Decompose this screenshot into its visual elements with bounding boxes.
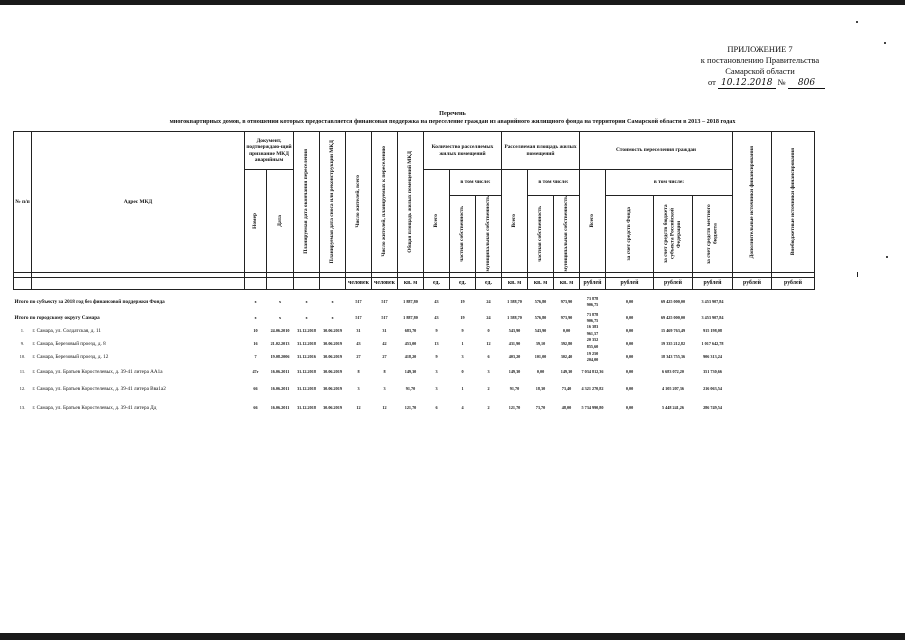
cell-demol: 30.06.2019	[323, 340, 342, 346]
cell-area: 149,30	[404, 368, 417, 374]
cell-add	[733, 324, 772, 337]
cell-ar-p: 0,00	[536, 368, 545, 374]
cell-cost: 20 352 855,60	[586, 337, 599, 349]
unit-cell: кв. м	[528, 277, 554, 289]
cell-fund: 0,00	[625, 298, 634, 304]
cell-demol: 30.06.2019	[323, 327, 342, 333]
unit-cell: человек	[372, 277, 398, 289]
cell-ar-p: 101,00	[534, 354, 547, 360]
cell-loc: 351 730,66	[703, 368, 722, 374]
cell-cnt-m: 24	[486, 298, 491, 304]
table-row	[14, 379, 858, 398]
cell-num: 13.	[19, 404, 26, 410]
cell-cost: 7 034 812,36	[581, 368, 604, 374]
cell-doc-date: х	[278, 314, 282, 320]
header-residents-planned: Число жителей, планируемых к переселению	[381, 146, 388, 258]
cell-area: 1 887,80	[403, 298, 418, 304]
cell-ar: 121,70	[508, 404, 521, 410]
cell-cost: 16 383 961,57	[586, 324, 599, 336]
cell-cnt-m: 6	[487, 354, 490, 360]
header-local: за счет средств местного бюджета	[706, 203, 719, 264]
cell-area: 121,70	[404, 404, 417, 410]
cell-fund: 0,00	[625, 404, 634, 410]
cell-demol: 30.06.2019	[323, 385, 342, 391]
header-regional: за счет средств бюджета субъекта Российской Федерации	[663, 204, 683, 264]
cell-res-pl: 42	[382, 340, 387, 346]
cell-ar: 543,90	[508, 327, 521, 333]
header-count-total: Всего	[433, 214, 440, 228]
handwritten-date: 10.12.2018	[718, 78, 776, 89]
unit-cell: рублей	[654, 277, 693, 289]
cell-ar-m: 73,40	[561, 385, 572, 391]
cell-off	[772, 337, 815, 350]
cell-cnt-m: 24	[486, 314, 491, 320]
unit-cell: рублей	[772, 277, 815, 289]
cell-reloc: х	[305, 298, 308, 304]
cell-cnt: 6	[435, 404, 438, 410]
unit-cell: человек	[346, 277, 372, 289]
header-count-municipal: муниципальная собственность	[485, 196, 492, 272]
cell-cnt: 13	[434, 340, 439, 346]
cell-res: 3	[357, 385, 360, 391]
cell-demol: х	[331, 314, 334, 320]
unit-cell: рублей	[606, 277, 654, 289]
cell-ar-p: 576,80	[534, 298, 547, 304]
cell-cnt: 43	[434, 298, 439, 304]
cell-area: 453,00	[404, 340, 417, 346]
cell-reloc: 31.12.2018	[297, 385, 316, 391]
table-row	[14, 312, 858, 325]
cell-cost: 5 734 990,80	[581, 404, 604, 410]
cell-off	[772, 398, 815, 417]
unit-cell: ед.	[424, 277, 450, 289]
cell-address: г. Самара, Березовый проезд, д. 8	[32, 340, 106, 347]
date-prefix: от	[708, 77, 716, 87]
cell-address: г. Самара, ул. Братьев Коростелевых, д. 39-41 литера Вва1а2	[32, 385, 166, 392]
cell-cnt-p: 1	[461, 385, 464, 391]
cell-doc-no: 16	[253, 340, 258, 346]
header-additional-sources: Дополнительные источники финансирования	[748, 145, 755, 258]
cell-off	[772, 350, 815, 364]
appendix-date-line	[640, 77, 880, 89]
cell-ar-m: 0,00	[562, 327, 571, 333]
header-fund: за счет средств Фонда	[626, 207, 633, 261]
cell-area: 683,70	[404, 327, 417, 333]
cell-address: Итого по субъекту за 2018 год без финансовой поддержки Фонда	[14, 298, 165, 305]
unit-cell: рублей	[693, 277, 733, 289]
unit-cell: кв. м	[502, 277, 528, 289]
cell-spacer	[815, 364, 858, 379]
cell-loc: 216 063,54	[703, 385, 722, 391]
cell-ar-m: 302,40	[560, 354, 573, 360]
header-planned-relocation: Планируемая дата окончания переселения	[303, 149, 310, 255]
cell-res-pl: 12	[382, 404, 387, 410]
cell-off	[772, 379, 815, 398]
cell-spacer	[815, 293, 858, 312]
cell-reg: 6 683 072,20	[662, 368, 684, 374]
unit-cell: кв. м	[554, 277, 580, 289]
cell-cnt-p: 19	[460, 298, 465, 304]
cell-fund: 0,00	[625, 368, 634, 374]
cell-ar: 1 588,70	[507, 314, 522, 320]
cell-reg: 5 448 241,26	[662, 404, 684, 410]
appendix-title: ПРИЛОЖЕНИЕ 7	[727, 44, 793, 54]
list-subtitle: многоквартирных домов, в отношении которых предоставляется финансовая поддержка на переселение граждан из аварийного жилищного фонда на территории Самарской области в 2013 – 2018 годах	[169, 118, 736, 125]
cell-spacer	[815, 350, 858, 364]
cell-ar-m: 392,80	[560, 340, 573, 346]
cell-add	[733, 350, 772, 364]
cell-off	[772, 312, 815, 325]
header-area-private: частная собственность	[537, 205, 544, 262]
cell-reg: 69 425 000,00	[660, 298, 686, 304]
header-area-total: Всего	[511, 214, 518, 228]
cell-reloc: 31.12.2016	[297, 354, 316, 360]
cell-reg: 15 469 763,49	[660, 327, 686, 333]
appendix-line2: Самарской области	[725, 66, 795, 76]
cell-loc: 1 017 642,78	[701, 340, 724, 346]
cell-loc: 915 198,08	[703, 327, 722, 333]
cell-cost: 73 878 906,75	[586, 295, 599, 308]
cell-ar-m: 973,90	[560, 314, 573, 320]
header-area-including: в том числе:	[528, 170, 580, 196]
cell-area: 418,20	[404, 354, 417, 360]
cell-fund: 0,00	[625, 327, 634, 333]
cell-doc-no: 47г	[252, 368, 259, 374]
cell-ar-p: 39,10	[535, 340, 546, 346]
table-row	[14, 293, 858, 312]
cell-ar-m: 973,90	[560, 298, 573, 304]
unit-cell: ед.	[476, 277, 502, 289]
cell-num: 11.	[19, 368, 26, 374]
header-address: Адрес МКД	[32, 132, 245, 273]
header-area-municipal: муниципальная собственность	[563, 196, 570, 272]
cell-res-pl: 517	[381, 314, 388, 320]
cell-cost: 73 878 906,75	[586, 311, 599, 323]
header-doc-date: Дата	[276, 214, 283, 227]
header-area-group: Расселяемая площадь жилых помещений	[502, 132, 580, 170]
cell-ar-m: 149,30	[560, 368, 573, 374]
cell-reg: 18 343 755,36	[660, 354, 686, 360]
cell-reg: 19 335 212,82	[660, 340, 686, 346]
cell-cnt: 9	[435, 354, 438, 360]
header-document: Документ, подтверждаю-щий признание МКД аварийным	[245, 132, 294, 170]
number-prefix: №	[777, 77, 786, 87]
scan-speck	[884, 42, 886, 44]
cell-res-pl: 3	[383, 385, 386, 391]
cell-doc-date: 16.06.2011	[270, 368, 290, 374]
unit-cell: рублей	[733, 277, 772, 289]
cell-doc-no: 66	[253, 385, 258, 391]
cell-res: 27	[356, 354, 361, 360]
cell-cnt-p: 0	[461, 368, 464, 374]
cell-ar: 431,90	[508, 340, 521, 346]
cell-num: 1.	[20, 327, 25, 333]
table-row	[14, 337, 858, 350]
cell-cnt-p: 4	[461, 404, 464, 410]
cell-num: 12.	[19, 385, 26, 391]
cell-num: 9.	[20, 340, 25, 346]
appendix-block	[640, 44, 880, 89]
cell-area: 1 887,80	[403, 314, 418, 320]
cell-doc-no: 7	[254, 354, 257, 360]
cell-ar-p: 73,70	[535, 404, 546, 410]
cell-ar-m: 48,00	[561, 404, 572, 410]
cell-res-pl: 27	[382, 354, 387, 360]
cell-add	[733, 312, 772, 325]
cell-cnt-m: 3	[487, 368, 490, 374]
cell-doc-no: 66	[253, 404, 258, 410]
cell-loc: 906 313,24	[703, 354, 722, 360]
cell-reloc: 31.12.2018	[297, 368, 316, 374]
cell-spacer	[815, 312, 858, 325]
cell-res-pl: 517	[381, 298, 388, 304]
cell-cnt-m: 0	[487, 327, 490, 333]
header-count-group: Количество расселяемых жилых помещений	[424, 132, 502, 170]
cell-demol: х	[331, 298, 334, 304]
scan-speck	[856, 21, 858, 23]
header-cost-group: Стоимость переселения граждан	[580, 132, 733, 170]
cell-address: Итого по городскому округу Самара	[14, 314, 100, 321]
cell-doc-date: 19.08.2006	[270, 354, 290, 360]
cell-cnt-m: 2	[487, 385, 490, 391]
cell-reloc: 31.12.2018	[297, 340, 316, 346]
cell-doc-no: 10	[253, 327, 258, 333]
cell-doc-date: 24.06.2010	[270, 327, 290, 333]
header-residents-total: Число жителей, всего	[355, 175, 362, 229]
list-title: Перечень	[439, 110, 466, 117]
cell-loc: 3 453 907,84	[701, 298, 724, 304]
cell-ar-p: 543,90	[534, 327, 547, 333]
housing-table	[13, 131, 858, 417]
cell-fund: 0,00	[625, 314, 634, 320]
cell-demol: 30.06.2019	[323, 368, 342, 374]
unit-cell: рублей	[580, 277, 606, 289]
cell-spacer	[815, 324, 858, 337]
cell-doc-date: х	[278, 298, 282, 304]
table-row	[14, 324, 858, 337]
cell-res: 31	[356, 327, 361, 333]
cell-ar: 149,30	[508, 368, 521, 374]
cell-add	[733, 293, 772, 312]
header-offbudget-sources: Внебюджетные источники финансирования	[789, 148, 796, 256]
cell-off	[772, 324, 815, 337]
cell-add	[733, 364, 772, 379]
cell-add	[733, 379, 772, 398]
unit-cell: кв. м	[398, 277, 424, 289]
cell-demol: 30.06.2019	[323, 354, 342, 360]
cell-address: г. Самара, Березовый проезд, д. 12	[32, 354, 109, 361]
cell-address: г. Самара, ул. Братьев Коростелевых, д. 39-41 литера АА1а	[32, 368, 163, 375]
table-row	[14, 398, 858, 417]
header-num: № п/п	[14, 132, 32, 273]
appendix-line1: к постановлению Правительства	[700, 55, 820, 65]
cell-doc-date: 16.06.2011	[270, 404, 290, 410]
header-planned-demolition: Планируемая дата сноса или реконструкции МКД	[329, 140, 336, 264]
cell-ar-p: 18,30	[535, 385, 546, 391]
table-row	[14, 364, 858, 379]
header-count-including: в том числе:	[450, 170, 502, 196]
cell-doc-no: х	[254, 298, 257, 304]
cell-doc-date: 16.06.2011	[270, 385, 290, 391]
scan-speck	[886, 256, 888, 258]
cell-add	[733, 398, 772, 417]
header-cost-including: в том числе:	[606, 170, 733, 196]
cell-res: 517	[355, 298, 362, 304]
cell-res-pl: 31	[382, 327, 387, 333]
cell-reloc: 31.12.2018	[297, 327, 316, 333]
cell-cnt-p: 3	[461, 354, 464, 360]
header-total-area: Общая площадь жилых помещений МКД	[407, 150, 414, 253]
cell-ar: 403,20	[508, 354, 521, 360]
cell-cnt: 9	[435, 327, 438, 333]
header-doc-number: Номер	[252, 212, 259, 229]
cell-fund: 0,00	[625, 340, 634, 346]
cell-reg: 69 425 000,00	[660, 314, 686, 320]
cell-loc: 286 749,54	[703, 404, 722, 410]
cell-add	[733, 337, 772, 350]
cell-cnt: 3	[435, 385, 438, 391]
cell-reloc: х	[305, 314, 308, 320]
cell-res: 8	[357, 368, 360, 374]
handwritten-number: 806	[788, 78, 825, 89]
cell-cost: 19 250 204,00	[586, 350, 599, 363]
cell-spacer	[815, 337, 858, 350]
cell-reg: 4 105 207,36	[662, 385, 684, 391]
header-count-private: частная собственность	[459, 205, 466, 262]
table-row	[14, 350, 858, 364]
bottom-scan-border	[0, 633, 905, 640]
cell-res: 517	[355, 314, 362, 320]
cell-fund: 0,00	[625, 354, 634, 360]
cell-cnt: 3	[435, 368, 438, 374]
cell-doc-date: 21.02.2013	[270, 340, 290, 346]
cell-spacer	[815, 398, 858, 417]
cell-cnt-p: 1	[461, 340, 464, 346]
cell-ar: 91,70	[509, 385, 520, 391]
table-body	[14, 293, 858, 418]
cell-demol: 30.06.2019	[323, 404, 342, 410]
cell-loc: 3 453 907,84	[701, 314, 724, 320]
cell-cost: 4 321 270,82	[581, 385, 604, 391]
cell-cnt-p: 9	[461, 327, 464, 333]
cell-spacer	[815, 379, 858, 398]
cell-area: 91,70	[405, 385, 416, 391]
cell-fund: 0,00	[625, 385, 634, 391]
cell-res-pl: 8	[383, 368, 386, 374]
cell-address: г. Самара, ул. Солдатская, д. 11	[32, 327, 101, 334]
cell-doc-no: х	[254, 314, 257, 320]
cell-reloc: 31.12.2018	[297, 404, 316, 410]
cell-address: г. Самара, ул. Братьев Коростелевых, д. 39-41 литера Дд	[32, 404, 157, 411]
cell-res: 12	[356, 404, 361, 410]
cell-ar: 1 588,70	[507, 298, 522, 304]
cell-ar-p: 576,80	[534, 314, 547, 320]
cell-cnt-m: 12	[486, 340, 491, 346]
cell-off	[772, 293, 815, 312]
cell-num: 10.	[19, 354, 26, 360]
top-scan-border	[0, 0, 905, 5]
cell-cnt-m: 2	[487, 404, 490, 410]
unit-cell: ед.	[450, 277, 476, 289]
cell-cnt-p: 19	[460, 314, 465, 320]
cell-res: 43	[356, 340, 361, 346]
header-cost-total: Всего	[589, 214, 596, 228]
cell-cnt: 43	[434, 314, 439, 320]
cell-off	[772, 364, 815, 379]
